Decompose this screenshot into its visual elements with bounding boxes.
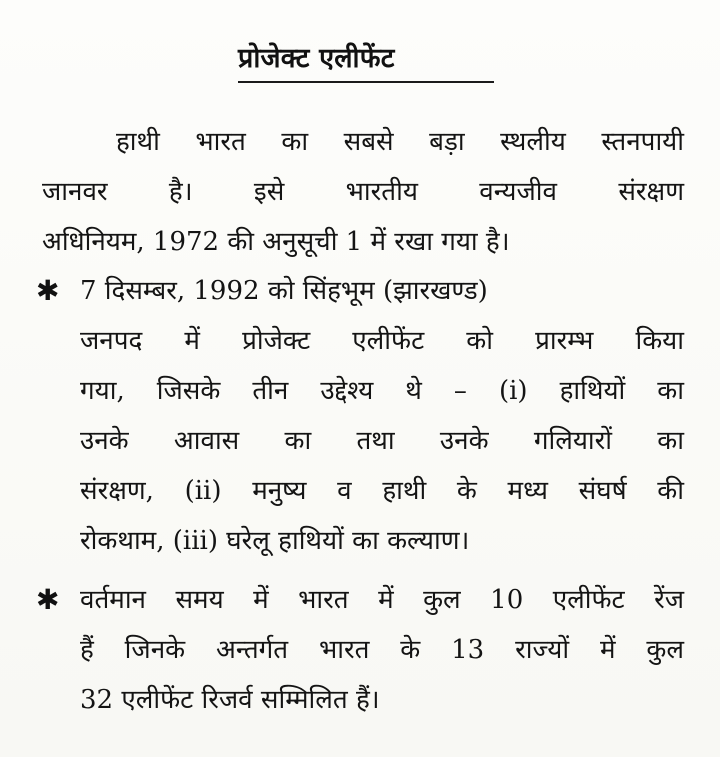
bullet-text-2 (80, 575, 684, 725)
bullet-item-2 (36, 575, 684, 725)
star-bullet-icon: ✱ (36, 583, 60, 616)
star-bullet-icon: ✱ (36, 274, 60, 307)
bullet-1-line-4: उनके आवास का तथा उनके गलियारों का (80, 426, 684, 456)
bullet-1-line-6: रोकथाम, (iii) घरेलू हाथियों का कल्याण। (80, 526, 470, 556)
bullet-item-1 (36, 266, 684, 566)
bullet-1-line-1: 7 दिसम्बर, 1992 को सिंहभूम (झारखण्ड) (80, 276, 488, 306)
bullet-1-line-5: संरक्षण, (ii) मनुष्य व हाथी के मध्य संघर्ष की (80, 476, 684, 506)
bullet-text-1 (80, 266, 684, 566)
page-title: प्रोजेक्ट एलीफेंट (238, 40, 494, 83)
intro-line-1: हाथी भारत का सबसे बड़ा स्थलीय स्तनपायी (116, 127, 684, 157)
bullet-2-line-1: वर्तमान समय में भारत में कुल 10 एलीफेंट रेंज (80, 585, 684, 615)
title-block (238, 40, 494, 83)
bullet-2-line-2: हैं जिनके अन्तर्गत भारत के 13 राज्यों में कुल (80, 635, 684, 665)
intro-line-3: अधिनियम, 1972 की अनुसूची 1 में रखा गया है। (42, 227, 510, 257)
intro-paragraph (42, 117, 684, 267)
bullet-2-line-3: 32 एलीफेंट रिजर्व सम्मिलित हैं। (80, 685, 380, 715)
intro-line-2: जानवर है। इसे भारतीय वन्यजीव संरक्षण (42, 177, 684, 207)
bullet-1-line-2: जनपद में प्रोजेक्ट एलीफेंट को प्रारम्भ किया (80, 326, 684, 356)
bullet-1-line-3: गया, जिसके तीन उद्देश्य थे – (i) हाथियों का (80, 376, 684, 406)
